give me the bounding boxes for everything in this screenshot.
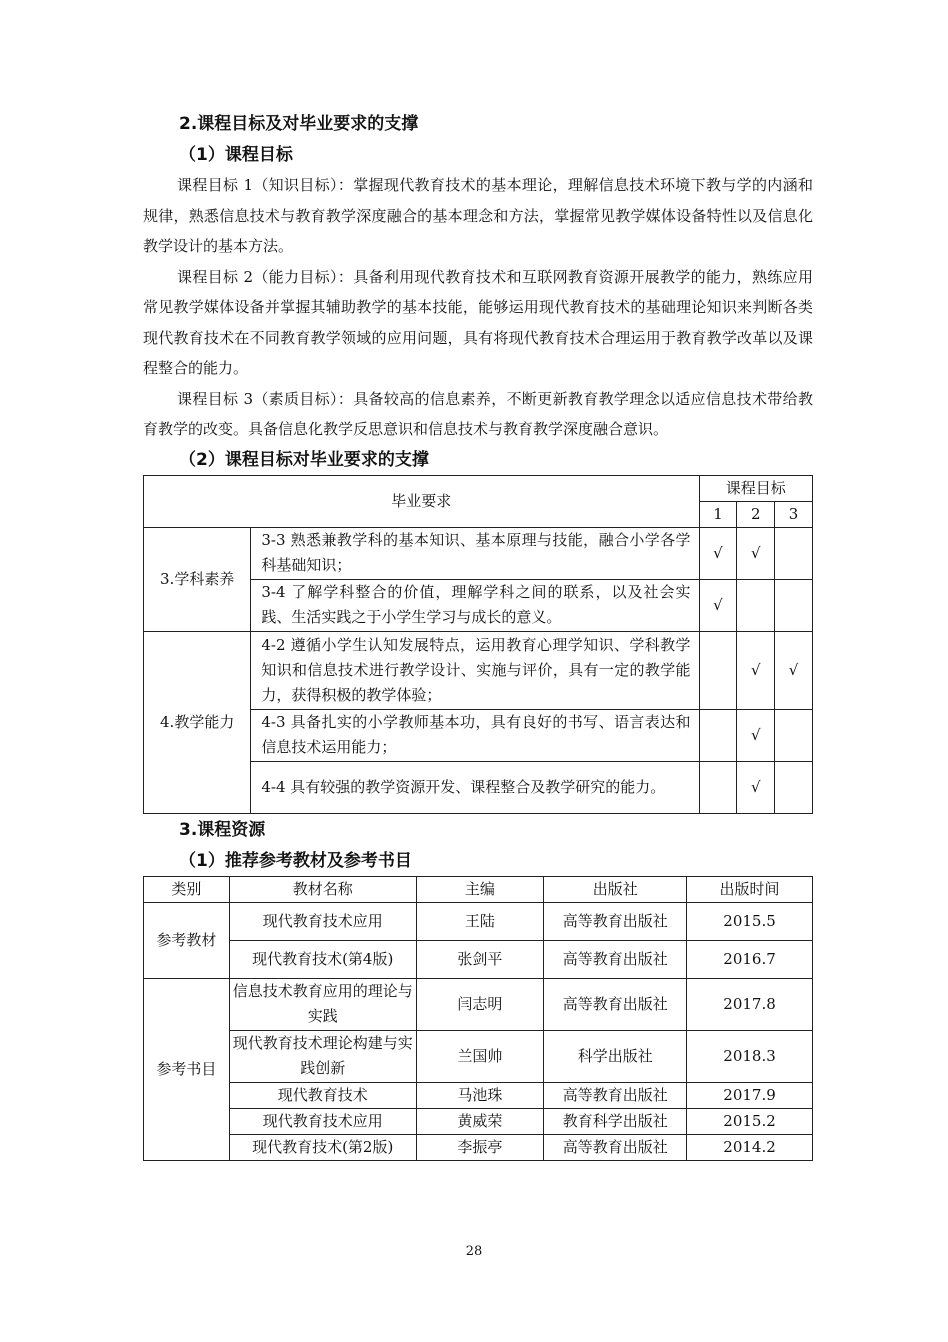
table-row bbox=[144, 940, 813, 978]
check-mark bbox=[775, 761, 813, 813]
requirement-cell: 4-3 具备扎实的小学教师基本功，具有良好的书写、语言表达和信息技术运用能力； bbox=[251, 709, 699, 761]
category-cell: 3.学科素养 bbox=[144, 527, 251, 631]
check-mark: √ bbox=[699, 579, 737, 631]
check-mark bbox=[699, 761, 737, 813]
table-row bbox=[144, 631, 813, 709]
table-row bbox=[144, 527, 813, 579]
book-publisher: 科学出版社 bbox=[544, 1030, 687, 1082]
support-table bbox=[143, 475, 813, 814]
check-mark: √ bbox=[737, 709, 775, 761]
header-cell: 出版时间 bbox=[687, 876, 813, 902]
table-row bbox=[144, 1030, 813, 1082]
check-mark bbox=[737, 579, 775, 631]
book-publisher: 高等教育出版社 bbox=[544, 902, 687, 940]
table-row bbox=[144, 1082, 813, 1108]
book-title: 现代教育技术应用 bbox=[229, 902, 416, 940]
book-title: 信息技术教育应用的理论与实践 bbox=[229, 978, 416, 1030]
check-mark bbox=[775, 709, 813, 761]
requirement-cell: 3-3 熟悉兼教学科的基本知识、基本原理与技能，融合小学各学科基础知识； bbox=[251, 527, 699, 579]
book-date: 2015.5 bbox=[687, 902, 813, 940]
section-3-title: 3.课程资源 bbox=[179, 819, 266, 840]
book-publisher: 高等教育出版社 bbox=[544, 1082, 687, 1108]
book-publisher: 高等教育出版社 bbox=[544, 978, 687, 1030]
check-mark: √ bbox=[699, 527, 737, 579]
book-date: 2016.7 bbox=[687, 940, 813, 978]
table-row bbox=[144, 978, 813, 1030]
check-mark bbox=[699, 709, 737, 761]
header-graduation-req: 毕业要求 bbox=[144, 475, 700, 527]
goal-num: 3 bbox=[775, 501, 813, 527]
header-cell: 出版社 bbox=[544, 876, 687, 902]
requirement-cell: 4-4 具有较强的教学资源开发、课程整合及教学研究的能力。 bbox=[251, 761, 699, 813]
check-mark bbox=[775, 527, 813, 579]
check-mark: √ bbox=[737, 761, 775, 813]
book-editor: 黄威荣 bbox=[416, 1108, 544, 1134]
table-row bbox=[144, 902, 813, 940]
category-cell: 4.教学能力 bbox=[144, 631, 251, 813]
goal-num: 2 bbox=[737, 501, 775, 527]
resource-table bbox=[143, 876, 813, 1161]
book-editor: 兰国帅 bbox=[416, 1030, 544, 1082]
goal-2-paragraph: 课程目标 2（能力目标）：具备利用现代教育技术和互联网教育资源开展教学的能力，熟练应用常见教学媒体设备并掌握其辅助教学的基本技能，能够运用现代教育技术的基础理论知识来判断各类现代教育技术在不同教育教学领域的应用问题，具有将现代教育技术合理运用于教育教学改革以及课程整合的能力。 bbox=[143, 267, 813, 377]
section-2-sub2: （2）课程目标对毕业要求的支撑 bbox=[179, 449, 429, 470]
book-date: 2017.9 bbox=[687, 1082, 813, 1108]
requirement-cell: 3-4 了解学科整合的价值，理解学科之间的联系，以及社会实践、生活实践之于小学生学习与成长的意义。 bbox=[251, 579, 699, 631]
book-title: 现代教育技术(第2版) bbox=[229, 1134, 416, 1160]
page-number: 28 bbox=[465, 1244, 483, 1259]
section-2-sub1: （1）课程目标 bbox=[179, 145, 293, 165]
book-date: 2018.3 bbox=[687, 1030, 813, 1082]
check-mark: √ bbox=[775, 631, 813, 709]
goal-num: 1 bbox=[699, 501, 737, 527]
book-editor: 马池珠 bbox=[416, 1082, 544, 1108]
requirement-cell: 4-2 遵循小学生认知发展特点，运用教育心理学知识、学科教学知识和信息技术进行教学设计、实施与评价，具有一定的教学能力，获得积极的教学体验； bbox=[251, 631, 699, 709]
check-mark: √ bbox=[737, 527, 775, 579]
category-cell: 参考书目 bbox=[144, 978, 230, 1160]
category-cell: 参考教材 bbox=[144, 902, 230, 978]
goal-1-paragraph: 课程目标 1（知识目标）：掌握现代教育技术的基本理论，理解信息技术环境下教与学的内涵和规律，熟悉信息技术与教育教学深度融合的基本理念和方法，掌握常见教学媒体设备特性以及信息化教学设计的基本方法。 bbox=[143, 176, 813, 255]
book-editor: 闫志明 bbox=[416, 978, 544, 1030]
header-cell: 主编 bbox=[416, 876, 544, 902]
check-mark bbox=[699, 631, 737, 709]
header-cell: 类别 bbox=[144, 876, 230, 902]
book-editor: 张剑平 bbox=[416, 940, 544, 978]
table-row bbox=[144, 1108, 813, 1134]
check-mark bbox=[775, 579, 813, 631]
book-publisher: 高等教育出版社 bbox=[544, 940, 687, 978]
book-publisher: 高等教育出版社 bbox=[544, 1134, 687, 1160]
header-cell: 教材名称 bbox=[229, 876, 416, 902]
book-date: 2015.2 bbox=[687, 1108, 813, 1134]
book-publisher: 教育科学出版社 bbox=[544, 1108, 687, 1134]
goal-3-paragraph: 课程目标 3（素质目标）：具备较高的信息素养，不断更新教育教学理念以适应信息技术带给教育教学的改变。具备信息化教学反思意识和信息技术与教育教学深度融合意识。 bbox=[143, 389, 813, 438]
book-editor: 王陆 bbox=[416, 902, 544, 940]
check-mark: √ bbox=[737, 631, 775, 709]
book-editor: 李振亭 bbox=[416, 1134, 544, 1160]
book-title: 现代教育技术 bbox=[229, 1082, 416, 1108]
section-2-title: 2.课程目标及对毕业要求的支撑 bbox=[179, 114, 419, 134]
header-course-goal: 课程目标 bbox=[699, 475, 812, 501]
book-title: 现代教育技术(第4版) bbox=[229, 940, 416, 978]
section-3-sub1: （1）推荐参考教材及参考书目 bbox=[179, 850, 412, 871]
book-date: 2017.8 bbox=[687, 978, 813, 1030]
book-title: 现代教育技术应用 bbox=[229, 1108, 416, 1134]
book-date: 2014.2 bbox=[687, 1134, 813, 1160]
book-title: 现代教育技术理论构建与实践创新 bbox=[229, 1030, 416, 1082]
page-body bbox=[143, 108, 813, 1161]
table-row bbox=[144, 1134, 813, 1160]
